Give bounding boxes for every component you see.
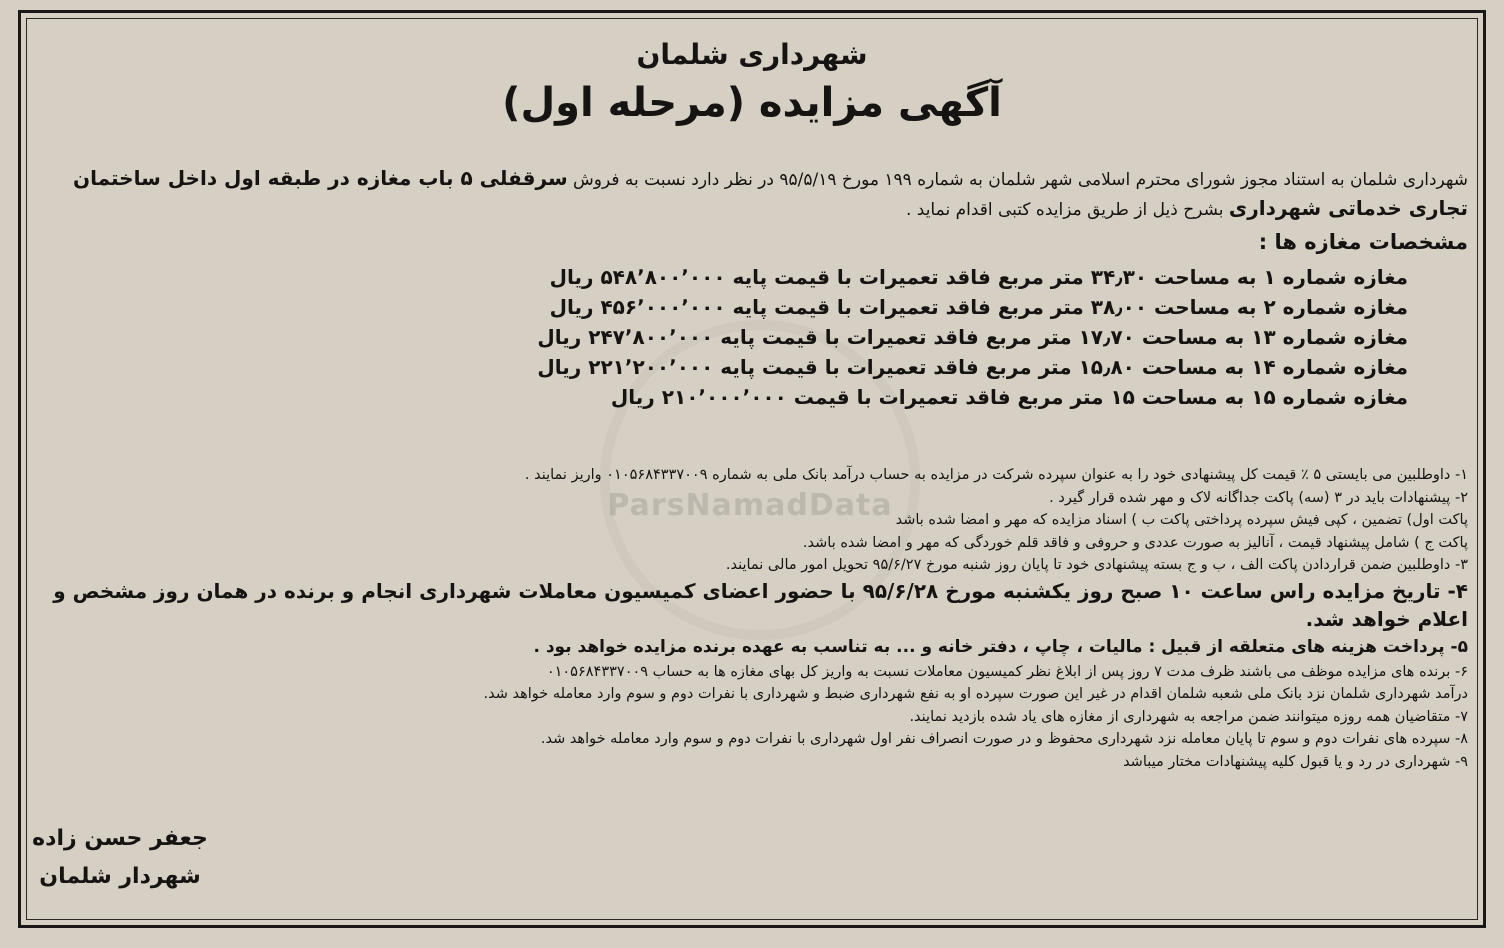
intro-text-1: شهرداری شلمان به استناد مجوز شورای محترم اسلامی شهر شلمان به شماره ۱۹۹ مورخ ۹۵/۵/۱۹ در نظر دارد نسبت به فروش — [567, 170, 1468, 190]
shop-item-1: مغازه شماره ۱ به مساحت ۳۴٫۳۰ متر مربع فاقد تعمیرات با قیمت پایه ۵۴۸٬۸۰۰٬۰۰۰ ریال — [549, 265, 1408, 289]
shop-item-2: مغازه شماره ۲ به مساحت ۳۸٫۰۰ متر مربع فاقد تعمیرات با قیمت پایه ۴۵۶٬۰۰۰٬۰۰۰ ریال — [549, 295, 1408, 319]
condition-2-envelope-a-b: پاکت اول) تضمین ، کپی فیش سپرده پرداختی پاکت ب ) اسناد مزایده که مهر و امضا شده باشد — [895, 512, 1468, 528]
condition-3: ۳- داوطلبین ضمن قراردادن پاکت الف ، ب و ج بسته پیشنهادی خود تا پایان روز شنبه مورخ ۹۵/۶/۲۷ تحویل امور مالی نمایند. — [725, 557, 1468, 573]
organization-name: شهرداری شلمان — [636, 38, 868, 71]
signatory-name: جعفر حسن زاده — [32, 826, 208, 851]
shop-item-13: مغازه شماره ۱۳ به مساحت ۱۷٫۷۰ متر مربع فاقد تعمیرات با قیمت پایه ۲۴۷٬۸۰۰٬۰۰۰ ریال — [537, 325, 1408, 349]
shop-item-15: مغازه شماره ۱۵ به مساحت ۱۵ متر مربع فاقد تعمیرات با قیمت ۲۱۰٬۰۰۰٬۰۰۰ ریال — [610, 385, 1408, 409]
condition-4: ۴- تاریخ مزایده راس ساعت ۱۰ صبح روز یکشنبه مورخ ۹۵/۶/۲۸ با حضور اعضای کمیسیون معاملات شهرداری انجام و برنده در همان روز مشخص و اعلام خواهد شد. — [53, 578, 1468, 631]
specs-heading: مشخصات مغازه ها : — [1258, 230, 1468, 254]
signatory-role: شهردار شلمان — [39, 864, 201, 889]
shop-item-14: مغازه شماره ۱۴ به مساحت ۱۵٫۸۰ متر مربع فاقد تعمیرات با قیمت پایه ۲۲۱٬۲۰۰٬۰۰۰ ریال — [537, 355, 1408, 379]
announcement-body — [36, 24, 1468, 914]
conditions-list — [36, 464, 1468, 773]
shop-list — [36, 262, 1408, 412]
intro-bold-text: سرقفلی ۵ باب مغازه در طبقه اول داخل ساختمان تجاری خدماتی شهرداری — [73, 166, 1468, 220]
intro-text-2: بشرح ذیل از طریق مزایده کتبی اقدام نماید . — [905, 200, 1229, 220]
condition-7: ۷- متقاضیان همه روزه میتوانند ضمن مراجعه به شهرداری از مغازه های یاد شده بازدید نمایند. — [909, 708, 1468, 725]
condition-9: ۹- شهرداری در رد و یا قبول کلیه پیشنهادات مختار میباشد — [1123, 753, 1468, 770]
condition-2-envelope-c: پاکت ج ) شامل پیشنهاد قیمت ، آنالیز به صورت عددی و حروفی و فاقد قلم خوردگی که مهر و امضا شده باشد. — [802, 534, 1468, 551]
signature-block — [20, 820, 220, 896]
condition-6-line-2: درآمد شهرداری شلمان نزد بانک ملی شعبه شلمان اقدام در غیر این صورت سپرده او به نفع شهرداری ضبط و شهرداری با نفرات دوم و سوم وارد معامله خواهد شد. — [483, 686, 1468, 702]
announcement-title: آگهی مزایده (مرحله اول) — [502, 80, 1002, 126]
intro-paragraph — [36, 164, 1468, 224]
condition-8: ۸- سپرده های نفرات دوم و سوم تا پایان معامله نزد شهرداری محفوظ و در صورت انصراف نفر اول شهرداری با نفرات دوم و سوم وارد معامله خواهد شد. — [540, 731, 1468, 747]
watermark-text: ParsNamadData — [607, 488, 893, 523]
condition-6-line-1: ۶- برنده های مزایده موظف می باشند ظرف مدت ۷ روز پس از ابلاغ نظر کمیسیون معاملات نسبت به واریز کل بهای مغازه ها به حساب ۰۱۰۵۶۸۴۳۳۷۰۰۹ — [546, 663, 1468, 680]
condition-5: ۵- پرداخت هزینه های متعلقه از قبیل : مالیات ، چاپ ، دفتر خانه و ... به تناسب به عهده برنده مزایده خواهد بود . — [533, 636, 1468, 657]
condition-2: ۲- پیشنهادات باید در ۳ (سه) پاکت جداگانه لاک و مهر شده قرار گیرد . — [1049, 489, 1468, 506]
condition-1: ۱- داوطلبین می بایستی ۵ ٪ قیمت کل پیشنهادی خود را به عنوان سپرده شرکت در مزایده به حساب درآمد بانک ملی به شماره ۰۱۰۵۶۸۴۳۳۷۰۰۹ واریز نمایند . — [524, 467, 1468, 483]
